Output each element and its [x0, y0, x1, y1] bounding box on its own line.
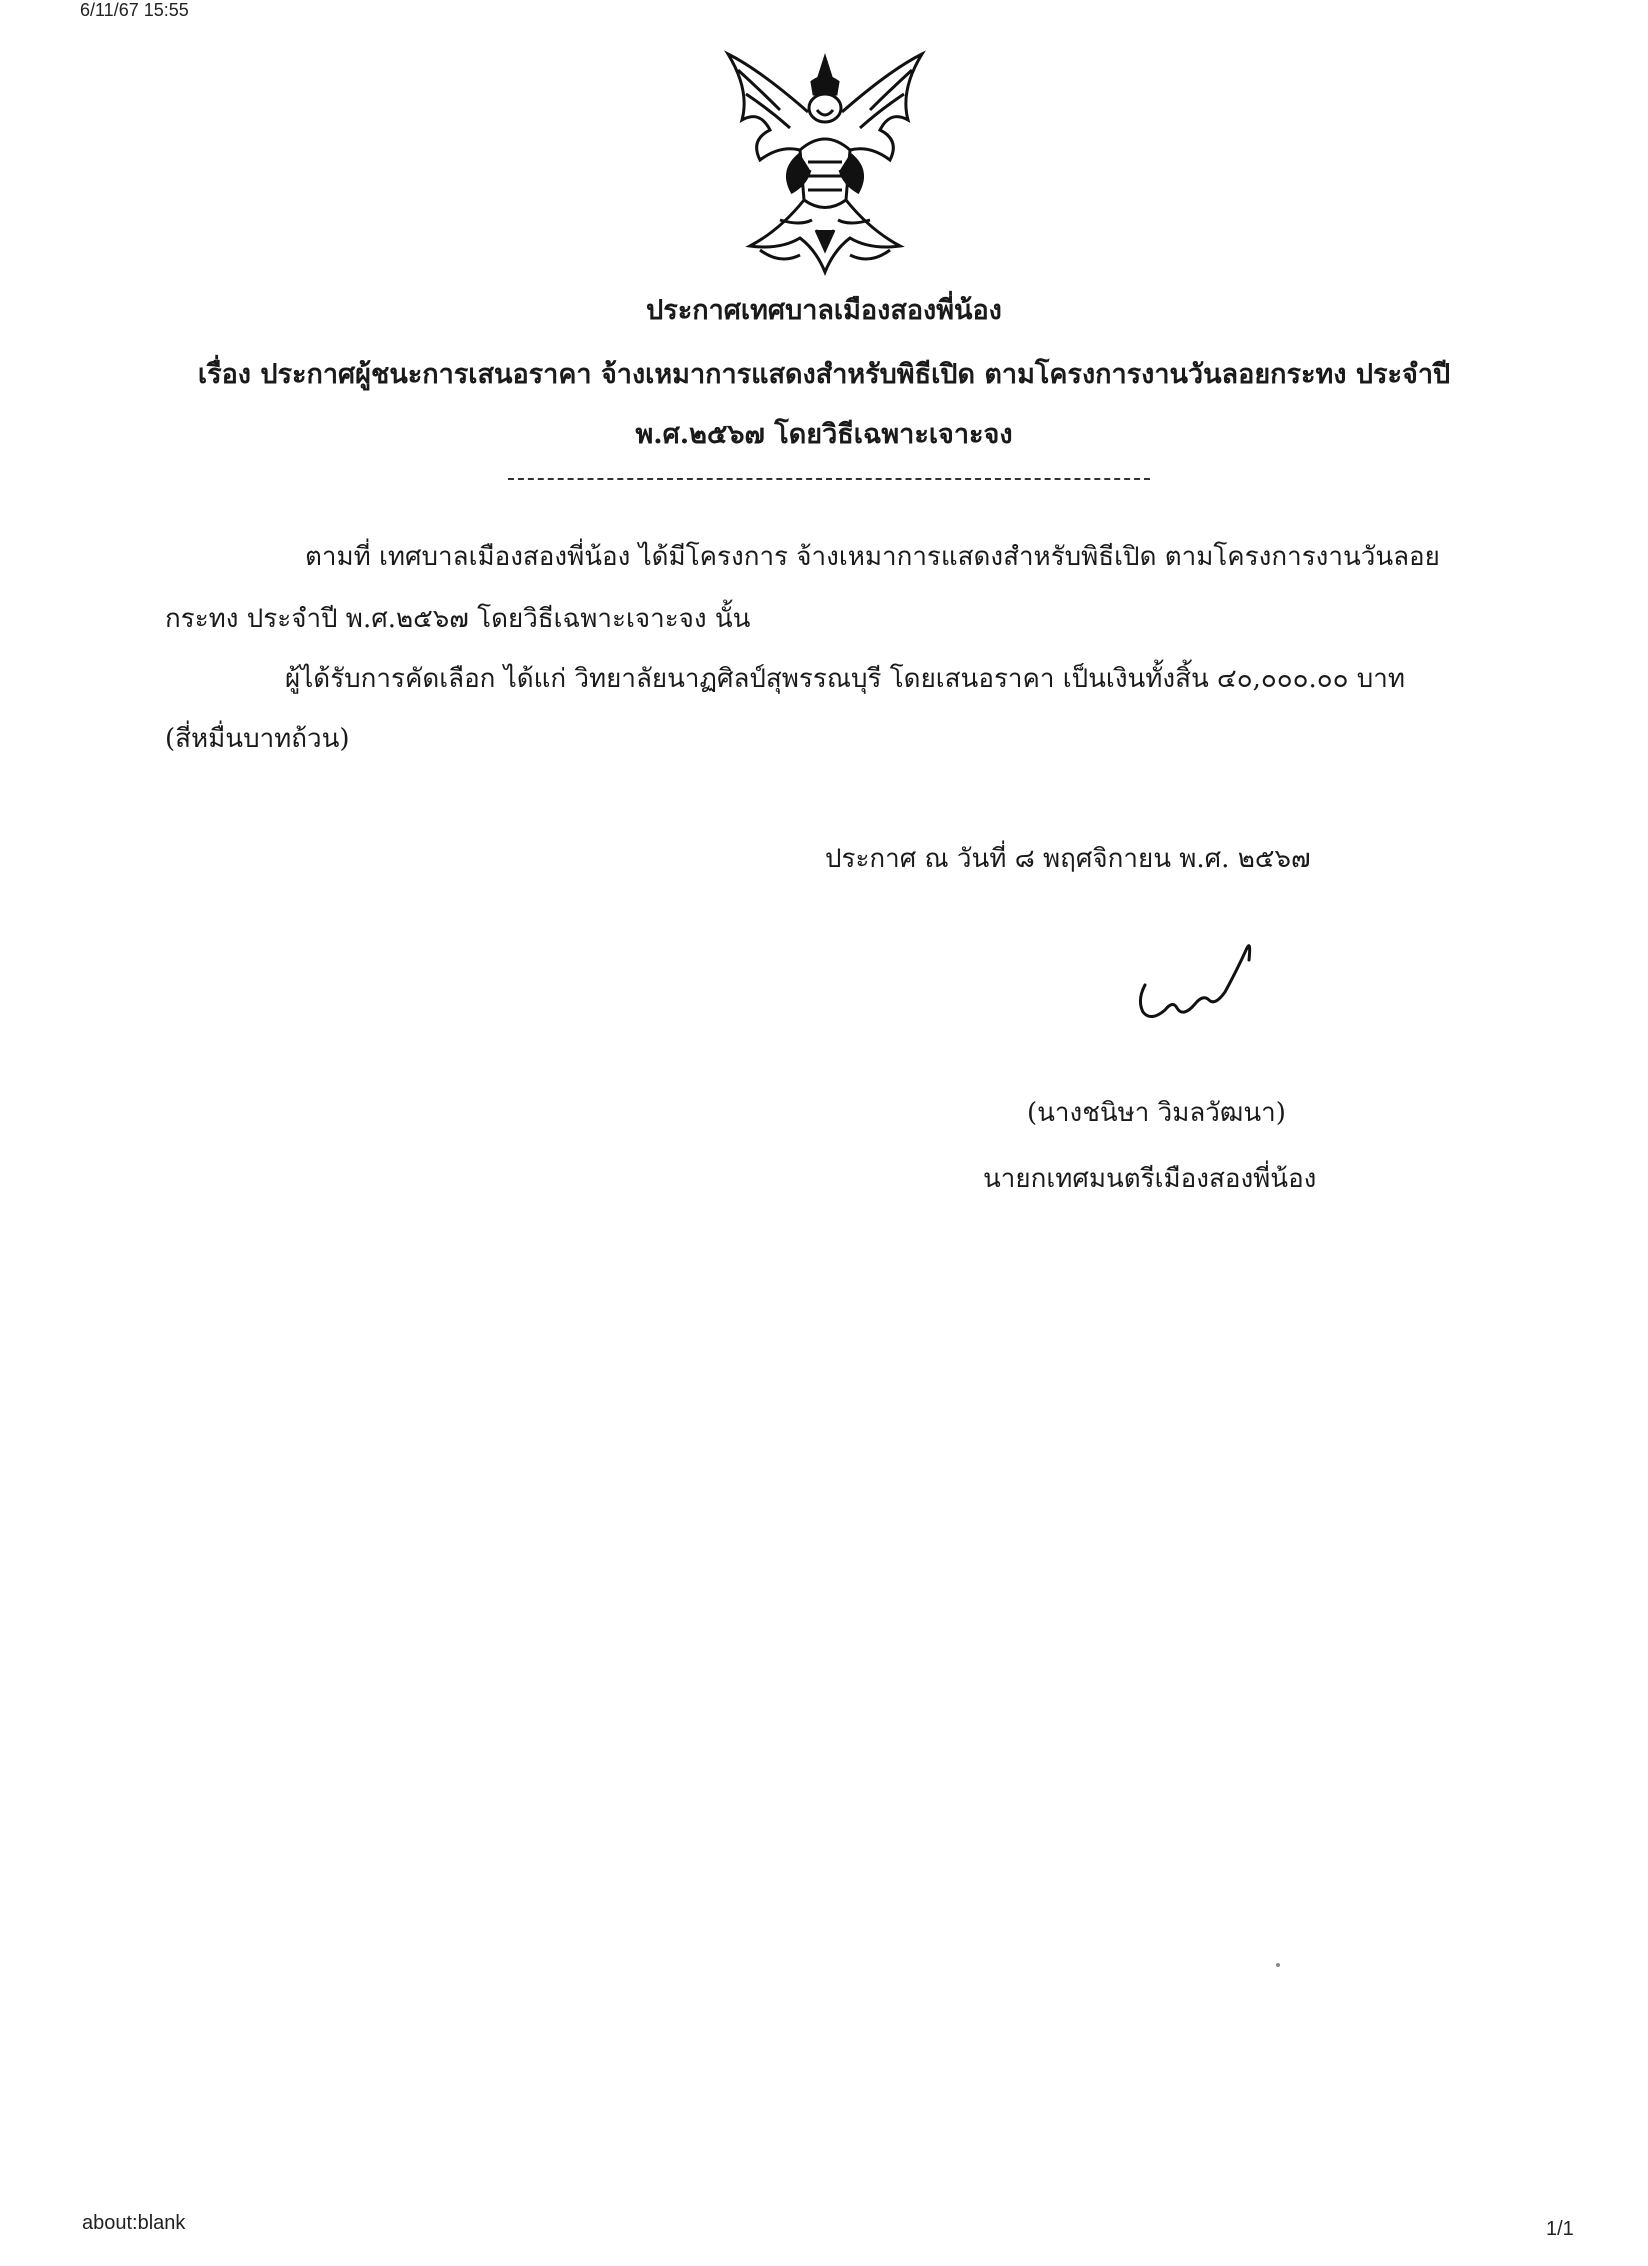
announcement-subject: เรื่อง ประกาศผู้ชนะการเสนอราคา จ้างเหมาการแสดงสำหรับพิธีเปิด ตามโครงการงานวันลอยกระทง ประจำปี: [197, 359, 1451, 390]
paragraph-1-line-1: ตามที่ เทศบาลเมืองสองพี่น้อง ได้มีโครงการ จ้างเหมาการแสดงสำหรับพิธีเปิด ตามโครงการงานวันลอย: [305, 542, 1440, 572]
signatory-name: (นางชนิษา วิมลวัฒนา): [1027, 1098, 1286, 1128]
scan-speck: [1276, 1963, 1280, 1967]
print-page-number: 1/1: [1546, 2218, 1574, 2240]
signature-icon: [1125, 930, 1275, 1030]
print-datetime: 6/11/67 15:55: [80, 0, 189, 20]
paragraph-2-line-2: (สี่หมื่นบาทถ้วน): [165, 724, 350, 754]
announcement-title: ประกาศเทศบาลเมืองสองพี่น้อง: [646, 295, 1002, 326]
garuda-emblem-icon: [720, 50, 930, 280]
divider: [508, 478, 1150, 480]
paragraph-2-line-1: ผู้ได้รับการคัดเลือก ได้แก่ วิทยาลัยนาฏศิลป์สุพรรณบุรี โดยเสนอราคา เป็นเงินทั้งสิ้น ๔๐,๐๐๐.๐๐ บาท: [285, 664, 1405, 694]
signatory-title: นายกเทศมนตรีเมืองสองพี่น้อง: [983, 1164, 1317, 1194]
announcement-date: ประกาศ ณ วันที่ ๘ พฤศจิกายน พ.ศ. ๒๕๖๗: [825, 844, 1311, 874]
announcement-subject-cont: พ.ศ.๒๕๖๗ โดยวิธีเฉพาะเจาะจง: [635, 419, 1013, 450]
print-url: about:blank: [82, 2212, 186, 2234]
paragraph-1-line-2: กระทง ประจำปี พ.ศ.๒๕๖๗ โดยวิธีเฉพาะเจาะจง นั้น: [165, 604, 751, 634]
